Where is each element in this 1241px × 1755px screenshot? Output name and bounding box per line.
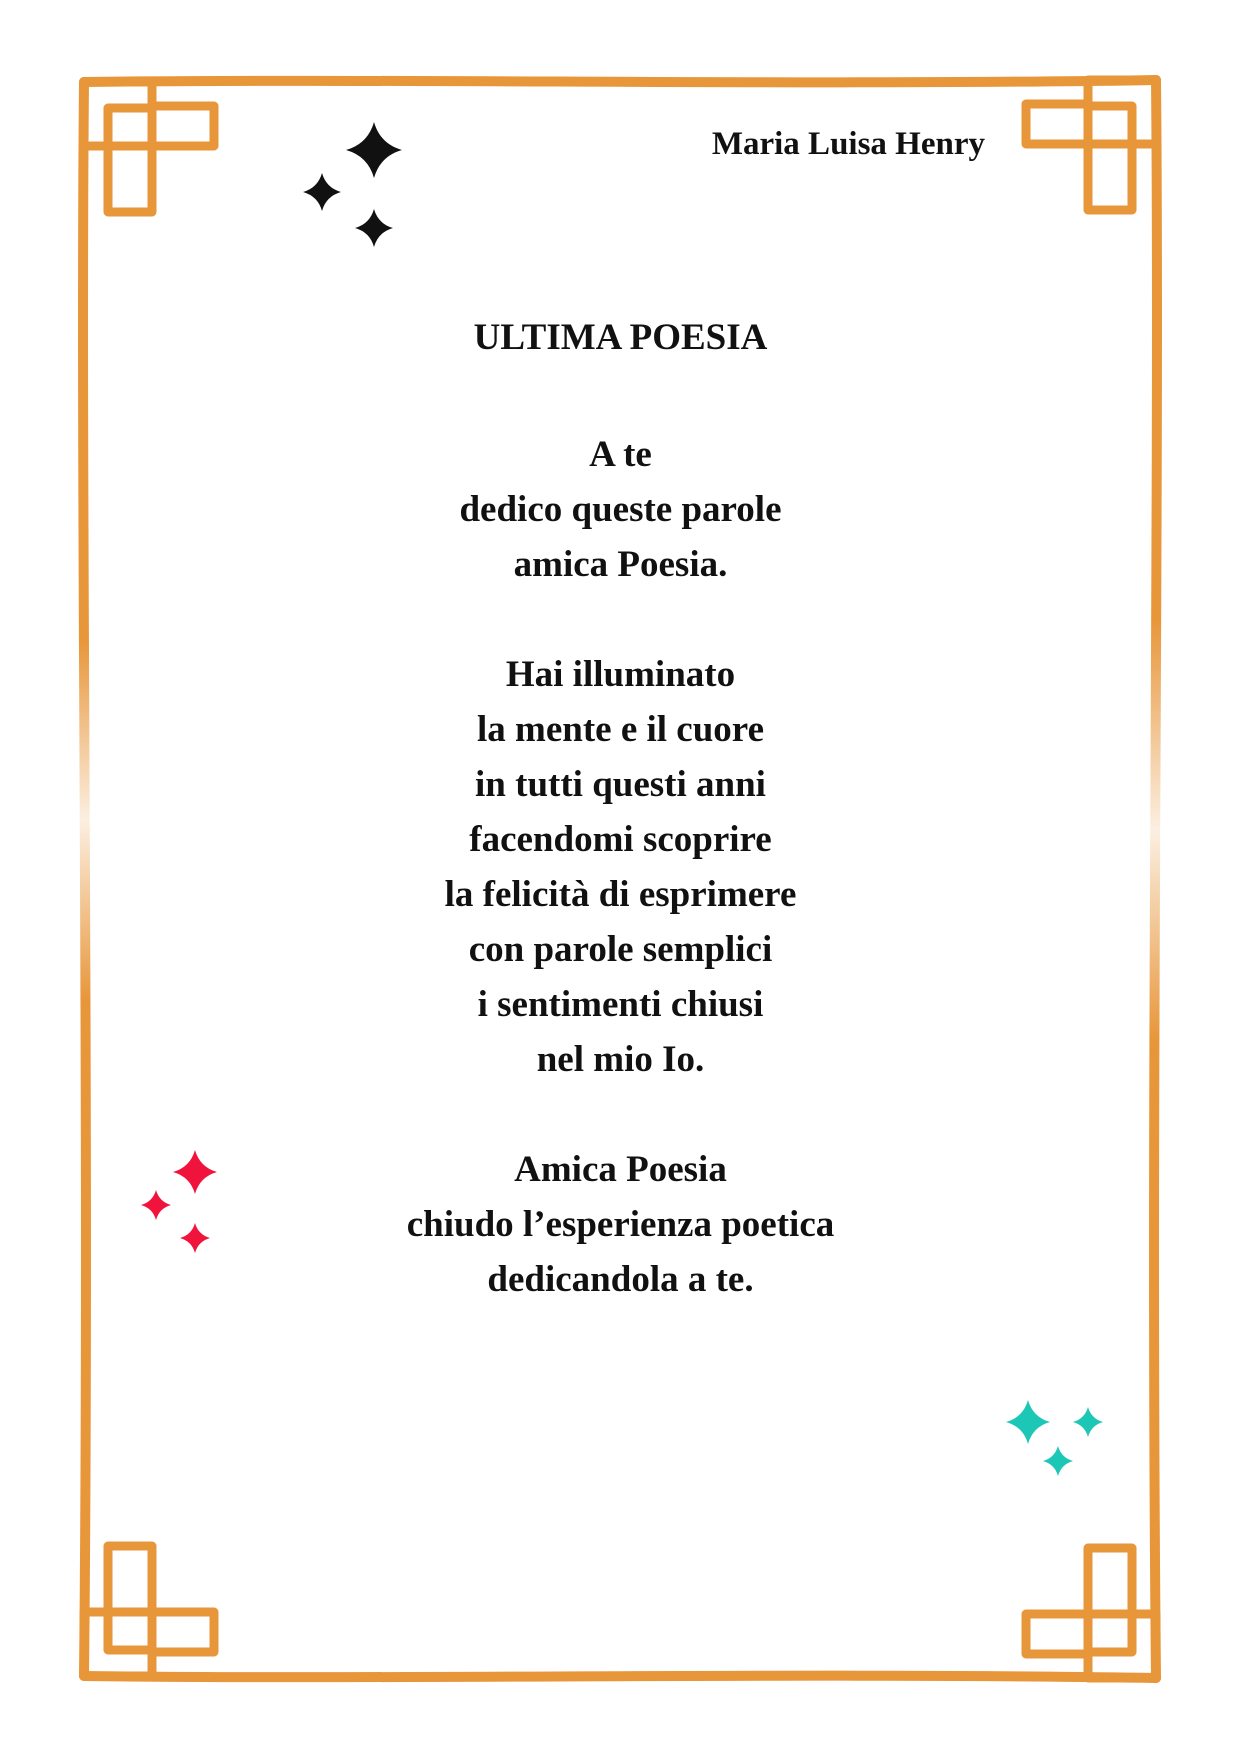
poem-line: chiudo l’esperienza poetica (406, 1204, 835, 1245)
poem-line: i sentimenti chiusi (477, 984, 764, 1025)
four-point-star-icon (1043, 1446, 1073, 1476)
corner-top-left-icon (84, 82, 214, 212)
sparkles-bottom-right-icon (1006, 1400, 1103, 1476)
poem-line: in tutti questi anni (475, 764, 766, 805)
poem-title: ULTIMA POESIA (473, 317, 768, 358)
author-name: Maria Luisa Henry (711, 126, 985, 162)
four-point-star-icon (346, 122, 402, 178)
poem-line: facendomi scoprire (469, 819, 772, 860)
sparkles-top-icon (303, 122, 402, 247)
poem-stanza-2 (0, 647, 1241, 1087)
four-point-star-icon (1073, 1407, 1103, 1437)
border-bottom-line (84, 1676, 1156, 1678)
poem-stanza-3 (0, 1142, 1241, 1307)
corner-bottom-right-icon (1026, 1548, 1156, 1678)
poem-line: amica Poesia. (513, 544, 728, 585)
poem-line: Amica Poesia (514, 1149, 727, 1190)
border-top-line (84, 80, 1156, 82)
poem-line: dedicandola a te. (487, 1259, 754, 1300)
poem-line: dedico queste parole (459, 489, 782, 530)
poem-line: nel mio Io. (536, 1039, 705, 1080)
poem-line: la felicità di esprimere (444, 874, 797, 915)
poem-body (0, 427, 1241, 1362)
poem-line: A te (589, 434, 652, 475)
four-point-star-icon (355, 209, 393, 247)
corner-bottom-left-icon (84, 1546, 214, 1676)
poem-line: la mente e il cuore (476, 709, 764, 750)
four-point-star-icon (1006, 1400, 1050, 1444)
poem-stanza-1 (0, 427, 1241, 592)
poem-line: con parole semplici (468, 929, 773, 970)
corner-top-right-icon (1026, 80, 1156, 210)
four-point-star-icon (303, 173, 341, 211)
poem-line: Hai illuminato (505, 654, 736, 695)
